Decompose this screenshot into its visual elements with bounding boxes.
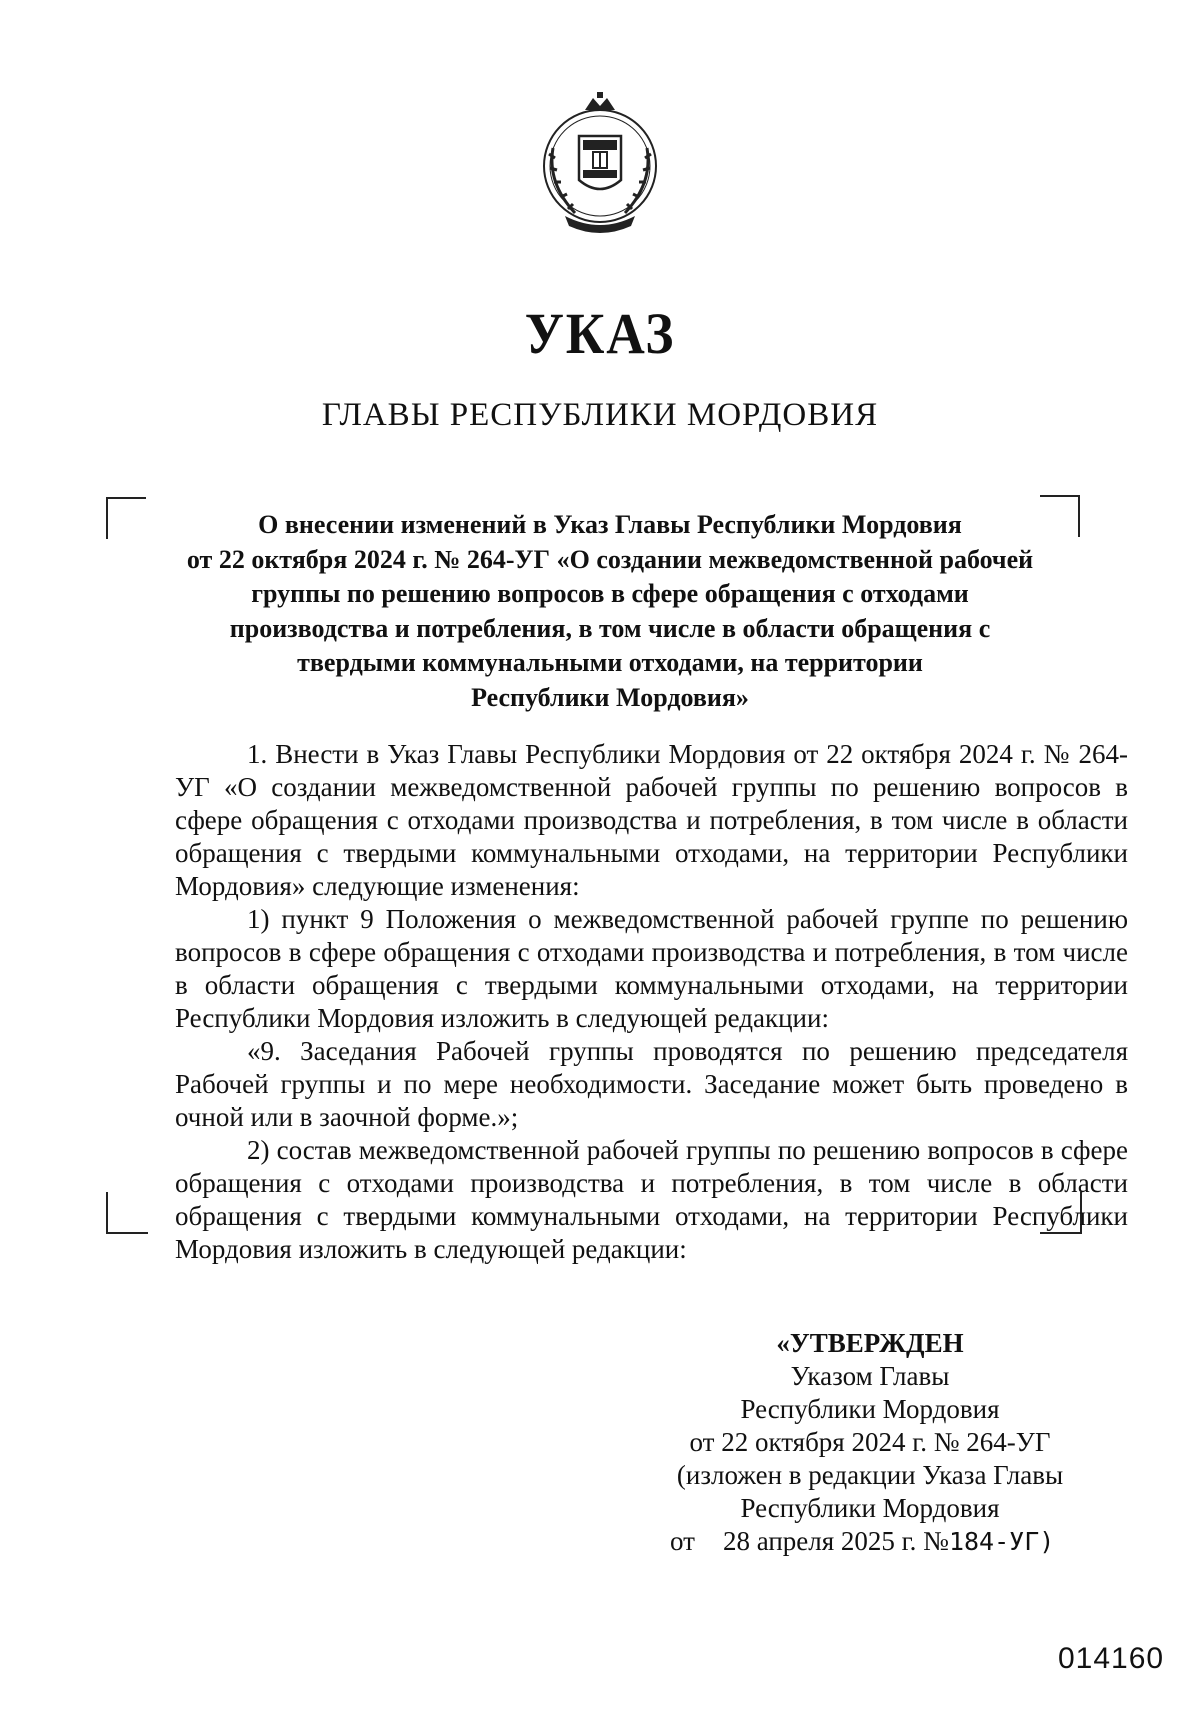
decree-number-handwritten: 184-УГ) <box>948 1527 1055 1556</box>
corner-mark-bottom-left <box>106 1192 148 1234</box>
paragraph-1-1: 1) пункт 9 Положения о межведомственной рабочей группе по решению вопросов в сфере обращения с отходами производства и потребления, в том числе в области обращения с твердыми коммунальными отходами, на территории Республики Мордовия изложить в следующей редакции: <box>175 904 1128 1033</box>
paragraph-quote-9: «9. Заседания Рабочей группы проводятся по решению председателя Рабочей группы и по мере необходимости. Заседание может быть проведено в очной или в заочной форме.»; <box>175 1036 1128 1132</box>
heading-line: твердыми коммунальными отходами, на территории <box>297 648 923 677</box>
heading-line: производства и потребления, в том числе в области обращения с <box>229 613 991 643</box>
approval-line: Республики Мордовия <box>740 1493 1000 1523</box>
decree-heading <box>150 508 1070 715</box>
approval-heading: «УТВЕРЖДЕН <box>776 1328 964 1358</box>
approval-block <box>640 1327 1100 1558</box>
document-subtitle: ГЛАВЫ РЕСПУБЛИКИ МОРДОВИЯ <box>321 397 879 433</box>
date-prefix: от <box>670 1526 695 1556</box>
heading-line: О внесении изменений в Указ Главы Республики Мордовия <box>258 510 962 539</box>
heading-line: группы по решению вопросов в сфере обращения с отходами <box>251 579 969 608</box>
document-title: УКАЗ <box>524 301 676 366</box>
approval-line: от 22 октября 2024 г. № 264-УГ <box>689 1427 1051 1457</box>
paragraph-1-2: 2) состав межведомственной рабочей группы по решению вопросов в сфере обращения с отходами производства и потребления, в том числе в области обращения с твердыми коммунальными отходами, на территории Республики Мордовия изложить в следующей редакции: <box>175 1135 1128 1264</box>
date-day: 28 <box>722 1526 750 1556</box>
date-rest: апреля 2025 г. № <box>756 1526 949 1556</box>
approval-date-line <box>640 1525 1100 1558</box>
document-serial-number: 014160 <box>1058 1642 1165 1675</box>
approval-line: Республики Мордовия <box>740 1394 1000 1424</box>
paragraph-1: 1. Внести в Указ Главы Республики Мордовия от 22 октября 2024 г. № 264-УГ «О создании межведомственной рабочей группы по решению вопросов в сфере обращения с отходами производства и потребления, в том числе в области обращения с твердыми коммунальными отходами, на территории Республики Мордовия» следующие изменения: <box>175 739 1128 901</box>
approval-line: (изложен в редакции Указа Главы <box>676 1460 1064 1490</box>
heading-line: от 22 октября 2024 г. № 264-УГ «О создании межведомственной рабочей <box>186 544 1034 574</box>
corner-mark-top-left <box>106 497 146 539</box>
decree-body <box>175 738 1128 1266</box>
heading-line: Республики Мордовия» <box>471 682 749 712</box>
coat-of-arms-icon <box>535 88 665 238</box>
approval-line: Указом Главы <box>790 1361 950 1391</box>
